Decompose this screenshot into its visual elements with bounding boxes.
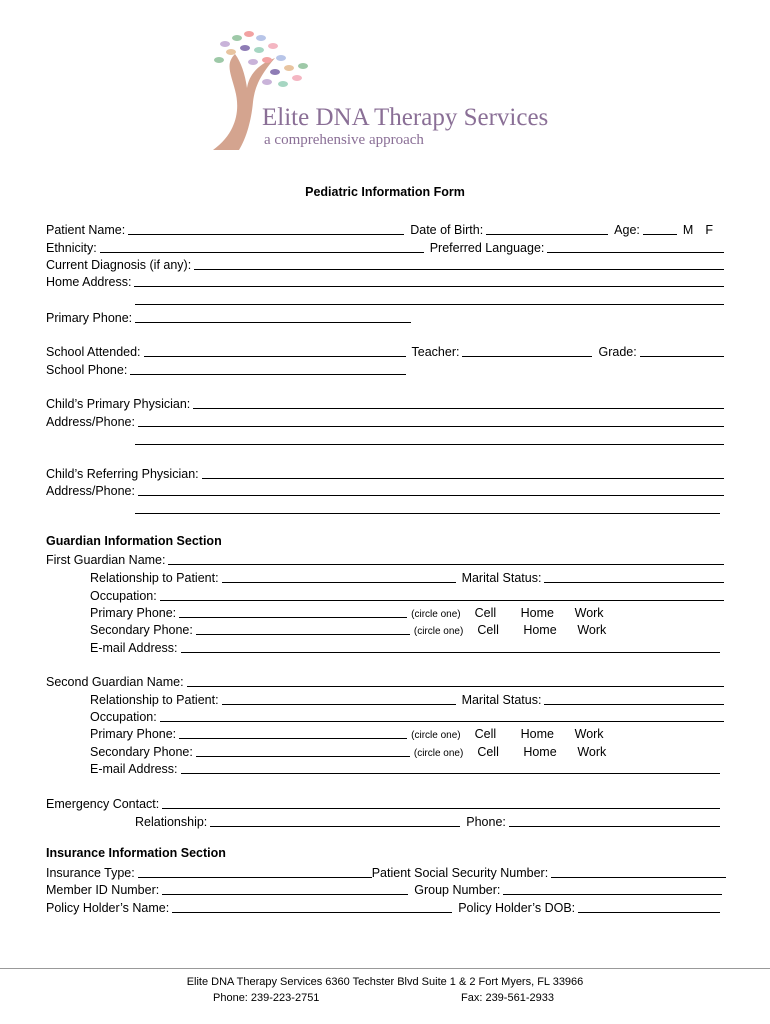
second-guardian-relationship-row	[90, 690, 724, 707]
policy-holder-dob-label: Policy Holder’s DOB:	[458, 901, 576, 915]
footer-phone: Phone: 239-223-2751	[213, 992, 320, 1004]
ethnicity-field[interactable]	[100, 240, 424, 253]
primary-physician-address-label: Address/Phone:	[46, 415, 135, 429]
dob-label: Date of Birth:	[410, 223, 484, 237]
school-attended-field[interactable]	[144, 344, 406, 357]
logo-tagline: a comprehensive approach	[264, 132, 424, 148]
policy-holder-dob-field[interactable]	[578, 900, 720, 913]
first-guardian-relationship-row	[90, 568, 724, 585]
first-guardian-occupation-row	[90, 586, 724, 603]
home-address-field-2[interactable]	[135, 292, 724, 305]
grade-field[interactable]	[640, 344, 724, 357]
circle-one-note: (circle one)	[411, 609, 461, 620]
insurance-type-field[interactable]	[138, 865, 372, 878]
referring-physician-label: Child’s Referring Physician:	[46, 467, 199, 481]
patient-name-field[interactable]	[128, 222, 404, 235]
insurance-section-heading: Insurance Information Section	[46, 846, 226, 860]
first-guardian-row	[46, 550, 724, 567]
footer-divider	[0, 968, 770, 969]
referring-physician-address-field[interactable]	[138, 483, 724, 496]
phone-type-home[interactable]: Home	[523, 745, 557, 759]
phone-type-work[interactable]: Work	[577, 745, 607, 759]
second-guardian-primary-phone-label: Primary Phone:	[90, 727, 177, 741]
phone-type-cell[interactable]: Cell	[477, 745, 499, 759]
first-guardian-name-field[interactable]	[168, 552, 724, 565]
patient-name-label: Patient Name:	[46, 223, 126, 237]
primary-physician-field[interactable]	[193, 396, 724, 409]
referring-physician-address-line2	[135, 499, 720, 516]
form-title: Pediatric Information Form	[305, 185, 465, 199]
patient-row	[46, 220, 724, 237]
first-guardian-email-label: E-mail Address:	[90, 641, 178, 655]
primary-physician-address-row	[46, 412, 724, 429]
second-guardian-name-label: Second Guardian Name:	[46, 675, 184, 689]
emergency-contact-label: Emergency Contact:	[46, 797, 160, 811]
second-guardian-relationship-field[interactable]	[222, 692, 456, 705]
group-number-label: Group Number:	[414, 883, 501, 897]
policy-holder-name-label: Policy Holder’s Name:	[46, 901, 170, 915]
second-guardian-occupation-label: Occupation:	[90, 710, 157, 724]
first-guardian-secondary-phone-row	[90, 620, 724, 637]
second-guardian-name-field[interactable]	[187, 674, 724, 687]
primary-phone-row	[46, 308, 724, 325]
primary-phone-label: Primary Phone:	[46, 311, 133, 325]
first-guardian-secondary-phone-field[interactable]	[196, 622, 410, 635]
first-guardian-occupation-field[interactable]	[160, 588, 724, 601]
ssn-label: Patient Social Security Number:	[371, 866, 549, 880]
school-phone-label: School Phone:	[46, 363, 128, 377]
second-guardian-marital-label: Marital Status:	[461, 693, 542, 707]
emergency-relationship-field[interactable]	[210, 814, 460, 827]
phone-type-home[interactable]: Home	[523, 623, 557, 637]
age-label: Age:	[614, 223, 640, 237]
second-guardian-secondary-phone-row	[90, 742, 724, 759]
ethnicity-row	[46, 238, 724, 255]
age-field[interactable]	[643, 222, 677, 235]
first-guardian-occupation-label: Occupation:	[90, 589, 157, 603]
circle-one-note: (circle one)	[413, 748, 464, 759]
primary-physician-address-line2	[135, 430, 724, 447]
policy-holder-row	[46, 898, 720, 915]
phone-type-work[interactable]: Work	[574, 727, 604, 741]
home-address-label: Home Address:	[46, 275, 132, 289]
referring-physician-address-row	[46, 481, 724, 498]
first-guardian-name-label: First Guardian Name:	[46, 553, 166, 567]
second-guardian-secondary-phone-label: Secondary Phone:	[90, 745, 193, 759]
referring-physician-field[interactable]	[202, 466, 724, 479]
home-address-row	[46, 272, 724, 289]
phone-type-home[interactable]: Home	[520, 727, 554, 741]
emergency-contact-field[interactable]	[162, 796, 720, 809]
circle-one-note: (circle one)	[411, 730, 461, 741]
phone-type-cell[interactable]: Cell	[474, 606, 497, 620]
second-guardian-email-row	[90, 759, 720, 776]
primary-physician-row	[46, 394, 724, 411]
referring-physician-row	[46, 464, 724, 481]
phone-type-cell[interactable]: Cell	[477, 623, 499, 637]
first-guardian-marital-label: Marital Status:	[461, 571, 542, 585]
school-phone-row	[46, 360, 724, 377]
dob-field[interactable]	[486, 222, 608, 235]
sex-m-option[interactable]: M	[682, 223, 694, 237]
second-guardian-primary-phone-row	[90, 724, 724, 741]
diagnosis-label: Current Diagnosis (if any):	[46, 258, 192, 272]
second-guardian-occupation-row	[90, 707, 724, 724]
sex-f-option[interactable]: F	[705, 223, 713, 237]
primary-physician-address-field-2[interactable]	[135, 432, 724, 445]
emergency-relationship-row	[135, 812, 720, 829]
second-guardian-secondary-phone-field[interactable]	[196, 744, 410, 757]
ssn-field[interactable]	[551, 865, 726, 878]
second-guardian-relationship-label: Relationship to Patient:	[90, 693, 219, 707]
footer-fax: Fax: 239-561-2933	[461, 992, 554, 1004]
insurance-type-label: Insurance Type:	[46, 866, 135, 880]
first-guardian-primary-phone-row	[90, 603, 724, 620]
leaves-icon	[214, 31, 308, 87]
second-guardian-email-label: E-mail Address:	[90, 762, 178, 776]
referring-physician-address-field-2[interactable]	[135, 501, 720, 514]
guardian-section-heading: Guardian Information Section	[46, 534, 222, 548]
phone-type-work[interactable]: Work	[574, 606, 604, 620]
first-guardian-primary-phone-field[interactable]	[179, 605, 407, 618]
circle-one-note: (circle one)	[413, 626, 464, 637]
insurance-type-row	[46, 863, 726, 880]
school-phone-field[interactable]	[130, 362, 406, 375]
school-row	[46, 342, 724, 359]
diagnosis-field[interactable]	[194, 257, 724, 270]
second-guardian-occupation-field[interactable]	[160, 709, 724, 722]
grade-label: Grade:	[598, 345, 637, 359]
primary-phone-field[interactable]	[135, 310, 411, 323]
phone-type-work[interactable]: Work	[577, 623, 607, 637]
teacher-label: Teacher:	[411, 345, 460, 359]
language-field[interactable]	[547, 240, 724, 253]
home-address-field[interactable]	[134, 274, 724, 287]
first-guardian-relationship-label: Relationship to Patient:	[90, 571, 219, 585]
group-number-field[interactable]	[503, 882, 722, 895]
second-guardian-primary-phone-field[interactable]	[179, 726, 407, 739]
second-guardian-row	[46, 672, 724, 689]
phone-type-home[interactable]: Home	[520, 606, 554, 620]
first-guardian-primary-phone-label: Primary Phone:	[90, 606, 177, 620]
first-guardian-relationship-field[interactable]	[222, 570, 456, 583]
primary-physician-label: Child’s Primary Physician:	[46, 397, 191, 411]
emergency-phone-field[interactable]	[509, 814, 720, 827]
member-id-label: Member ID Number:	[46, 883, 160, 897]
emergency-relationship-label: Relationship:	[135, 815, 208, 829]
emergency-phone-label: Phone:	[466, 815, 506, 829]
phone-type-cell[interactable]: Cell	[474, 727, 497, 741]
first-guardian-email-row	[90, 638, 720, 655]
referring-physician-address-label: Address/Phone:	[46, 484, 135, 498]
language-label: Preferred Language:	[429, 241, 545, 255]
second-guardian-marital-field[interactable]	[544, 692, 724, 705]
emergency-contact-row	[46, 794, 720, 811]
first-guardian-secondary-phone-label: Secondary Phone:	[90, 623, 193, 637]
policy-holder-name-field[interactable]	[172, 900, 452, 913]
member-id-row	[46, 880, 722, 897]
first-guardian-email-field[interactable]	[181, 640, 720, 653]
teacher-field[interactable]	[462, 344, 592, 357]
first-guardian-marital-field[interactable]	[544, 570, 724, 583]
home-address-line2	[135, 290, 724, 307]
logo-brand-name: Elite DNA Therapy Services	[262, 104, 549, 131]
ethnicity-label: Ethnicity:	[46, 241, 97, 255]
school-attended-label: School Attended:	[46, 345, 141, 359]
diagnosis-row	[46, 255, 724, 272]
second-guardian-email-field[interactable]	[181, 761, 720, 774]
member-id-field[interactable]	[162, 882, 408, 895]
primary-physician-address-field[interactable]	[138, 414, 724, 427]
footer-address: Elite DNA Therapy Services 6360 Techster Blvd Suite 1 & 2 Fort Myers, FL 33966	[186, 976, 584, 988]
